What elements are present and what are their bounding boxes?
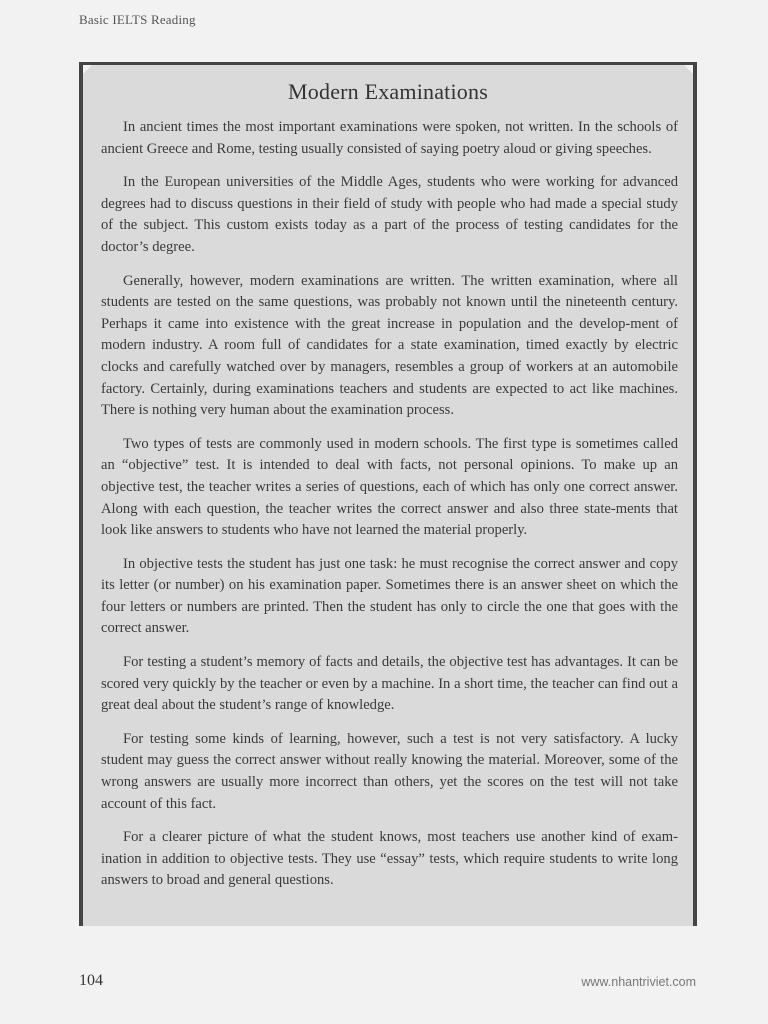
paragraph-6: For testing a student’s memory of facts and details, the objective test has advantages. It can be scored very quickly by the teacher or even by a machine. In a short time, the teacher can find out a great deal about the student’s range of knowledge. <box>101 654 678 714</box>
paragraph-5: In objective tests the student has just one task: he must recognise the correct answer and copy its letter (or number) on his examination paper. Sometimes there is an answer sheet on which the four letters or numbers are printed. Then the student has only to circle the one that goes with the correct answer. <box>101 555 678 637</box>
paragraph-2: In the European universities of the Middle Ages, students who were working for advanced degrees had to discuss questions in their field of study with people who had made a special study of the subject. This custom exists today as a part of the process of testing candidates for the doctor’s degree. <box>101 174 678 255</box>
paragraph-7: For testing some kinds of learning, however, such a test is not very satisfactory. A lucky student may guess the correct answer without really knowing the material. Moreover, some of the wrong answers are usually more incorrect than others, yet the scores on the test will not take account of this fact. <box>101 730 678 812</box>
paragraph-1: In ancient times the most important examinations were spoken, not written. In the schools of ancient Greece and Rome, testing usually consisted of saying poetry aloud or giving speeches. <box>101 119 678 157</box>
passage-title: Modern Examinations <box>288 79 488 104</box>
page-number: 104 <box>79 972 103 989</box>
box-corner-left <box>79 62 95 78</box>
publisher-website: www.nhantriviet.com <box>581 975 696 989</box>
paragraph-4: Two types of tests are commonly used in modern schools. The first type is sometimes called an “objective” test. It is intended to deal with facts, not personal opinions. To make up an objective test, the teacher writes a series of questions, each of which has only one correct answer. Along with each question, the teacher writes the correct answer and also three state-ments that look like answers to students who have not learned the material properly. <box>101 435 678 539</box>
paragraph-8: For a clearer picture of what the student knows, most teachers use another kind of exam-ination in addition to objective tests. They use “essay” tests, which require students to write long answers to broad and general questions. <box>101 829 678 889</box>
passage-body <box>83 117 693 892</box>
reading-passage-box <box>79 62 697 926</box>
paragraph-3: Generally, however, modern examinations are written. The written examination, where all students are tested on the same questions, was probably not known until the nineteenth century. Perhaps it came into existence with the great increase in population and the develop-ment of modern industry. A room full of candidates for a state examination, timed exactly by electric clocks and carefully watched over by managers, resembles a group of workers at an automobile factory. Certainly, during examinations teachers and students are expected to act like machines. There is nothing very human about the examination process. <box>101 272 678 419</box>
running-header: Basic IELTS Reading <box>79 12 196 27</box>
box-corner-right <box>681 62 697 78</box>
